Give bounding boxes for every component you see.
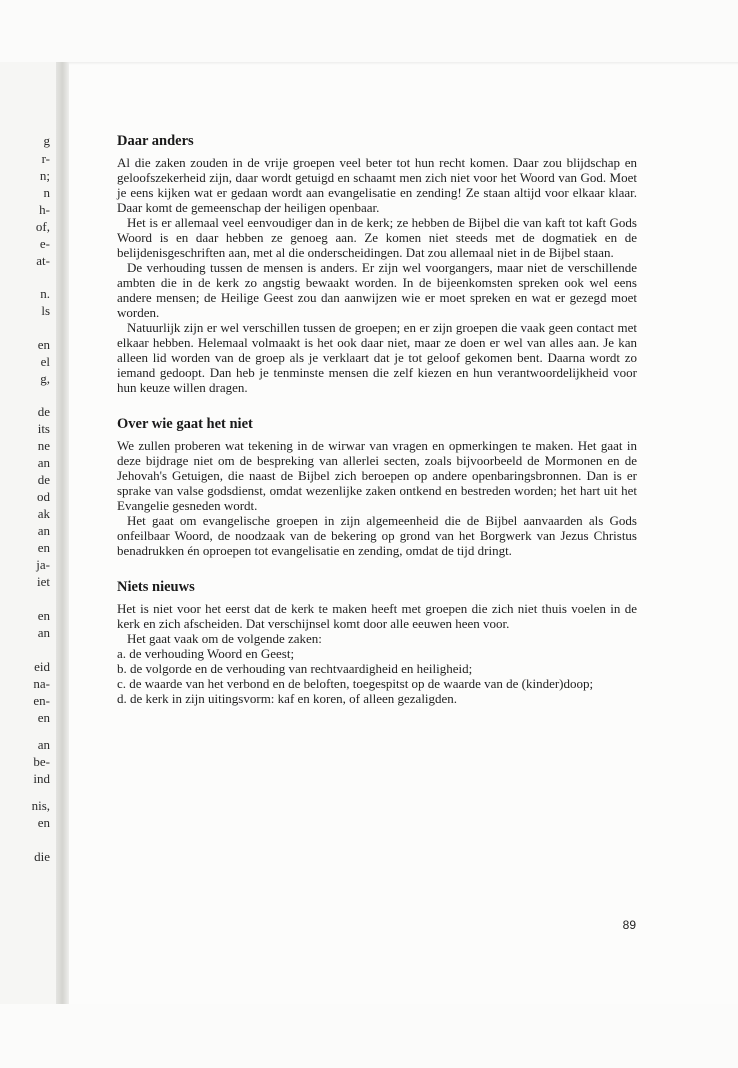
section-over-wie-gaat-het-niet xyxy=(117,415,637,558)
left-page-fragment: ls xyxy=(41,303,50,318)
paragraph: De verhouding tussen de mensen is anders. Er zijn wel voorgangers, maar niet de verschillende ambten die in de kerk zo angstig bewaakt worden. In de bijeenkomsten spreken ook wel eens andere mensen; de Heilige Geest zou dan aanwijzen wie er moet spreken en wat er gezegd moet worden. xyxy=(117,260,637,320)
topic-list xyxy=(117,646,637,706)
section-heading: Daar anders xyxy=(117,133,194,149)
page-edge-shadow xyxy=(69,62,738,65)
section-heading: Niets nieuws xyxy=(117,579,195,595)
book-gutter xyxy=(56,62,69,1004)
left-page-fragment: g xyxy=(43,133,50,148)
left-page-fragment: en xyxy=(37,337,50,352)
left-page-fragment: de xyxy=(37,404,50,419)
left-page-fragment: ak xyxy=(37,506,50,521)
left-page-fragment: od xyxy=(37,489,50,504)
left-page-fragment: nis, xyxy=(31,798,50,813)
left-page-fragment: de xyxy=(37,472,50,487)
left-page-fragment: h- xyxy=(39,202,50,217)
left-page-fragment: an xyxy=(37,737,50,752)
paragraph: Het is er allemaal veel eenvoudiger dan in de kerk; ze hebben de Bijbel die van kaft tot kaft Gods Woord is en daar hebben ze genoeg aan. Ze komen niet steeds met de dogmatiek en de belijdenisgeschriften aan, met al die onderscheidingen. Dat zou allemaal niet in de Bijbel staan. xyxy=(117,215,637,260)
left-page-fragment: na- xyxy=(33,676,50,691)
left-page-fragment: e- xyxy=(39,236,50,251)
left-page-fragment: el xyxy=(40,354,50,369)
left-page-fragment: die xyxy=(34,849,50,864)
left-page-fragment: r- xyxy=(41,151,50,166)
section-daar-anders xyxy=(117,132,637,395)
list-item: a. de verhouding Woord en Geest; xyxy=(117,646,295,661)
left-page-fragment: en xyxy=(37,608,50,623)
paragraph: We zullen proberen wat tekening in de wirwar van vragen en opmerkingen te maken. Het gaat in deze bijdrage niet om de bespreking van allerlei secten, zoals bijvoorbeeld de Mormonen en de Jehovah's Getuigen, die naast de Bijbel zich beroepen op andere openbaringsbronnen. Dan is er sprake van valse godsdienst, omdat wezenlijke zaken ontkend en bestreden worden; het hart uit het Evangelie gesneden wordt. xyxy=(117,438,637,513)
left-page-fragment: en xyxy=(37,540,50,555)
left-page-fragment: en- xyxy=(33,693,50,708)
left-page-fragment: iet xyxy=(37,574,50,589)
paragraph: Al die zaken zouden in de vrije groepen veel beter tot hun recht komen. Daar zou blijdschap en geloofszekerheid zijn, daar wordt getuigd en schaamt men zich niet voor het Woord van God. Moet je eens kijken wat er gedaan wordt aan evangelisatie en zending! Ze staan altijd voor elkaar klaar. Daar komt de gemeenschap der heiligen openbaar. xyxy=(117,155,637,215)
left-page-fragment: at- xyxy=(36,253,50,268)
page-body xyxy=(117,132,637,706)
paragraph: Het is niet voor het eerst dat de kerk te maken heeft met groepen die zich niet thuis voelen in de kerk en zich afscheiden. Dat verschijnsel komt door alle eeuwen heen voor. xyxy=(117,601,637,631)
page-number: 89 xyxy=(622,918,636,932)
list-item: d. de kerk in zijn uitingsvorm: kaf en koren, of alleen gezaligden. xyxy=(117,691,458,706)
left-page-fragment: its xyxy=(37,421,50,436)
left-page-fragment: eid xyxy=(34,659,50,674)
left-page-fragment: an xyxy=(37,455,50,470)
left-page-fragment: n. xyxy=(40,286,50,301)
left-page-fragment: ind xyxy=(33,771,50,786)
left-page-fragment: be- xyxy=(33,754,50,769)
left-page-fragment: n; xyxy=(39,168,50,183)
list-item: c. de waarde van het verbond en de beloften, toegespitst op de waarde van de (kinder)doop; xyxy=(117,676,594,691)
section-niets-nieuws xyxy=(117,578,637,706)
left-page-fragment: ne xyxy=(37,438,50,453)
list-item: b. de volgorde en de verhouding van rechtvaardigheid en heiligheid; xyxy=(117,661,473,676)
left-page-fragment: ja- xyxy=(36,557,50,572)
section-heading: Over wie gaat het niet xyxy=(117,416,253,432)
left-page-fragment: g, xyxy=(40,371,50,386)
paragraph: Het gaat vaak om de volgende zaken: xyxy=(127,631,322,646)
left-page-fragment: an xyxy=(37,625,50,640)
left-page-fragment: an xyxy=(37,523,50,538)
paragraph: Het gaat om evangelische groepen in zijn algemeenheid die de Bijbel aanvaarden als Gods onfeilbaar Woord, de noodzaak van de bekering op grond van het Borgwerk van Jezus Christus benadrukken én oproepen tot evangelisatie en zending, omdat de tijd dringt. xyxy=(117,513,637,558)
left-page-fragment: en xyxy=(37,710,50,725)
left-page-edge xyxy=(0,62,56,1004)
left-page-fragment: en xyxy=(37,815,50,830)
paragraph: Natuurlijk zijn er wel verschillen tussen de groepen; en er zijn groepen die vaak geen contact met elkaar hebben. Helemaal volmaakt is het ook daar niet, maar ze doen er wel van alles aan. Je kan alleen lid worden van de groep als je verklaart dat je tot geloof gekomen bent. Daarna wordt zo iemand gedoopt. Dan heb je tenminste mensen die zelf kiezen en hun verantwoordelijkheid voor hun keuze willen dragen. xyxy=(117,320,637,395)
left-page-fragment: of, xyxy=(35,219,50,234)
left-page-fragment: n xyxy=(43,185,50,200)
